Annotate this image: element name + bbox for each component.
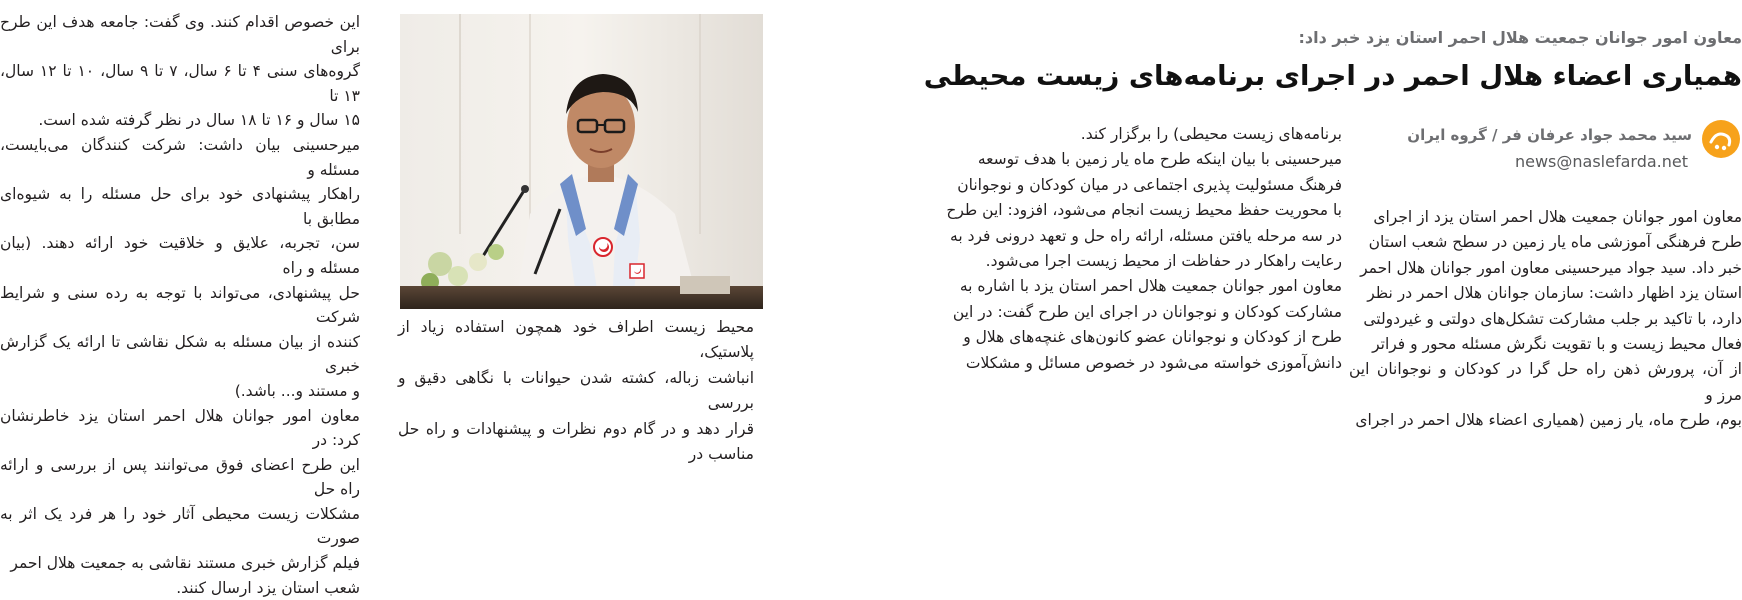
text-line: محیط زیست اطراف خود همچون استفاده زیاد از پلاستیک، [398,318,754,362]
article-headline: همیاری اعضاء هلال احمر در اجرای برنامه‌های زیست محیطی [923,60,1742,92]
text-line: با محوریت حفظ محیط زیست انجام می‌شود، افزود: این طرح [946,201,1342,220]
text-line: این خصوص اقدام کنند. وی گفت: جامعه هدف این طرح برای [0,13,360,56]
text-line: دارد، با تاکید بر جلب مشارکت تشکل‌های دولتی و غیردولتی [1363,309,1742,328]
text-line: طرح از کودکان و نوجوانان عضو کانون‌های غنچه‌های هلال و [963,328,1342,347]
photo-text-continuation [398,315,754,467]
text-line: و مستند و... باشد.) [234,381,360,400]
text-line: رعایت راهکار در حفاظت از محیط زیست اجرا می‌شود. [985,252,1342,271]
text-line: مشارکت کودکان و نوجوانان در اجرای این طرح گفت: در این [952,302,1342,321]
text-line: معاون امور جوانان هلال احمر استان یزد خاطرنشان کرد: در [0,406,360,450]
text-line: مشکلات زیست محیطی آثار خود را هر فرد یک اثر به صورت [0,504,360,548]
byline-email: news@naslefarda.net [1514,152,1688,171]
text-line: کننده از بیان مسئله به شکل نقاشی تا ارائه یک گزارش خبری [0,332,360,376]
text-line: معاون امور جوانان جمعیت هلال احمر استان یزد با اشاره به [959,277,1342,296]
byline-author: سید محمد جواد عرفان فر / گروه ایران [1407,126,1692,144]
text-line: معاون امور جوانان جمعیت هلال احمر استان یزد از اجرای [1373,208,1742,226]
text-line: استان یزد اظهار داشت: سازمان جوانان هلال احمر در نظر [1367,284,1742,303]
text-line: انباشت زباله، کشته شدن حیوانات با نگاهی دقیق و بررسی [398,368,754,413]
article-photo [400,14,763,309]
text-line: میرحسینی بیان داشت: شرکت کنندگان می‌بایست، مسئله و [0,135,360,179]
article-kicker: معاون امور جوانان جمعیت هلال احمر استان یزد خبر داد: [1298,28,1742,47]
text-line: برنامه‌های زیست محیطی) را برگزار کند. [1080,125,1342,143]
text-line: میرحسینی با بیان اینکه طرح ماه یار زمین با هدف توسعه [977,150,1342,169]
text-line: فعال محیط زیست و با تقویت نگرش مسئله محور و فراتر [1372,335,1742,354]
publication-logo-icon [1701,118,1741,160]
text-line: فیلم گزارش خبری مستند نقاشی به جمعیت هلال احمر [10,554,360,573]
text-line: این طرح اعضای فوق می‌توانند پس از بررسی و ارائه راه حل [0,455,360,499]
text-line: فرهنگ مسئولیت پذیری اجتماعی در میان کودکان و نوجوانان [957,175,1342,194]
text-line: خبر داد. سید جواد میرحسینی معاون امور جوانان هلال احمر [1360,258,1742,277]
text-line: بوم، طرح ماه، یار زمین (همیاری اعضاء هلال احمر در اجرای [1355,411,1742,430]
text-line: قرار دهد و در گام دوم نظرات و پیشنهادات و راه حل مناسب در [398,419,754,464]
text-line: شعب استان یزد ارسال کنند. [176,578,360,597]
text-line: طرح فرهنگی آموزشی ماه یار زمین در سطح شعب استان [1368,233,1742,252]
official-portrait-image [400,14,763,309]
text-line: ۱۵ سال و ۱۶ تا ۱۸ سال در نظر گرفته شده است. [38,111,360,130]
text-line: گروه‌های سنی ۴ تا ۶ سال، ۷ تا ۹ سال، ۱۰ تا ۱۲ سال، ۱۳ تا [0,62,360,105]
text-line: در سه مرحله یافتن مسئله، ارائه راه حل و تعهد درونی فرد به [950,226,1342,245]
article-column-4 [0,10,360,600]
text-line: حل پیشنهادی، می‌تواند با توجه به رده سنی و شرایط شرکت [0,283,360,327]
text-line: راهکار پیشنهادی خود برای حل مسئله را به شیوه‌ای مطابق با [0,185,360,228]
text-line: سن، تجربه، علایق و خلاقیت خود ارائه دهند. (بیان مسئله و راه [0,234,360,277]
text-line: از آن، پرورش ذهن راه حل گرا در کودکان و نوجوانان این مرز و [1349,360,1742,404]
text-line: دانش‌آموزی خواسته می‌شود در خصوص مسائل و مشکلات [965,353,1342,372]
